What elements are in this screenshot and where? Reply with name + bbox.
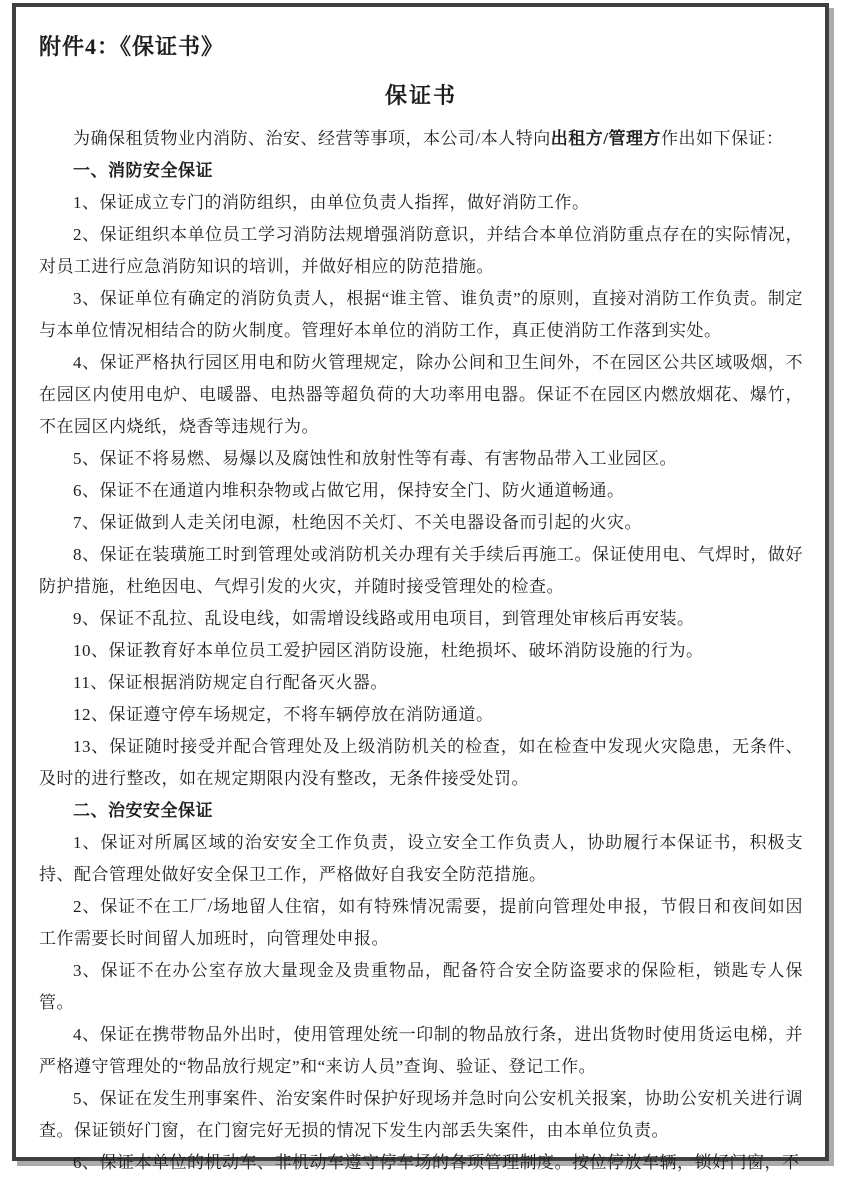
section-1-clause-7: 7、保证做到人走关闭电源，杜绝因不关灯、不关电器设备而引起的火灾。 xyxy=(73,513,642,532)
section-1-clause-8: 8、保证在装璜施工时到管理处或消防机关办理有关手续后再施工。保证使用电、气焊时，做好防护措施，杜绝因电、气焊引发的火灾，并随时接受管理处的检查。 xyxy=(39,545,803,596)
attachment-title: 附件4：《保证书》 xyxy=(39,34,225,59)
section-1-clause-5: 5、保证不将易燃、易爆以及腐蚀性和放射性等有毒、有害物品带入工业园区。 xyxy=(73,449,677,468)
section-1-clause-11: 11、保证根据消防规定自行配备灭火器。 xyxy=(73,673,388,692)
intro-text-before: 为确保租赁物业内消防、治安、经营等事项，本公司/本人特向 xyxy=(73,129,551,148)
section-1-clause-10: 10、保证教育好本单位员工爱护园区消防设施，杜绝损坏、破坏消防设施的行为。 xyxy=(73,641,704,660)
section-1-clause-9: 9、保证不乱拉、乱设电线，如需增设线路或用电项目，到管理处审核后再安装。 xyxy=(73,609,695,628)
intro-paragraph xyxy=(39,123,803,155)
section-1-clause-3: 3、保证单位有确定的消防负责人，根据“谁主管、谁负责”的原则，直接对消防工作负责。制定与本单位情况相结合的防火制度。管理好本单位的消防工作，真正使消防工作落到实处。 xyxy=(39,289,803,340)
section-1-clause-1: 1、保证成立专门的消防组织，由单位负责人指挥，做好消防工作。 xyxy=(73,193,590,212)
section-2-clause-6: 6、保证本单位的机动车、非机动车遵守停车场的各项管理制度。按位停放车辆，锁好门窗，不 xyxy=(73,1153,800,1172)
section-1-clause-4: 4、保证严格执行园区用电和防火管理规定，除办公间和卫生间外，不在园区公共区域吸烟，不在园区内使用电炉、电暖器、电热器等超负荷的大功率用电器。保证不在园区内燃放烟花、爆竹，不在园区内烧纸，烧香等违规行为。 xyxy=(39,353,803,436)
intro-text-after: 作出如下保证： xyxy=(660,129,784,148)
section-1-heading: 一、消防安全保证 xyxy=(73,161,213,180)
section-2-clause-1: 1、保证对所属区域的治安安全工作负责，设立安全工作负责人，协助履行本保证书，积极支持、配合管理处做好安全保卫工作，严格做好自我安全防范措施。 xyxy=(39,833,803,884)
section-2-clause-4: 4、保证在携带物品外出时，使用管理处统一印制的物品放行条，进出货物时使用货运电梯，并严格遵守管理处的“物品放行规定”和“来访人员”查询、验证、登记工作。 xyxy=(39,1025,803,1076)
section-1-clause-6: 6、保证不在通道内堆积杂物或占做它用，保持安全门、防火通道畅通。 xyxy=(73,481,625,500)
intro-emphasis: 出租方/管理方 xyxy=(550,129,661,148)
document-title: 保证书 xyxy=(384,83,457,108)
section-2-clause-5: 5、保证在发生刑事案件、治安案件时保护好现场并急时向公安机关报案，协助公安机关进行调查。保证锁好门窗，在门窗完好无损的情况下发生内部丢失案件，由本单位负责。 xyxy=(39,1089,803,1140)
document-body xyxy=(39,123,803,1179)
section-2-heading: 二、治安安全保证 xyxy=(73,801,213,820)
section-1-clause-12: 12、保证遵守停车场规定，不将车辆停放在消防通道。 xyxy=(73,705,494,724)
section-2-clause-3: 3、保证不在办公室存放大量现金及贵重物品，配备符合安全防盗要求的保险柜，锁匙专人保管。 xyxy=(39,961,803,1012)
document-content xyxy=(16,7,825,1179)
page-border-frame xyxy=(12,3,829,1172)
section-2-clause-2: 2、保证不在工厂/场地留人住宿，如有特殊情况需要，提前向管理处申报，节假日和夜间如因工作需要长时间留人加班时，向管理处申报。 xyxy=(39,897,803,948)
section-1-clause-13: 13、保证随时接受并配合管理处及上级消防机关的检查，如在检查中发现火灾隐患，无条件、及时的进行整改，如在规定期限内没有整改，无条件接受处罚。 xyxy=(39,737,803,788)
section-1-clause-2: 2、保证组织本单位员工学习消防法规增强消防意识，并结合本单位消防重点存在的实际情况，对员工进行应急消防知识的培训，并做好相应的防范措施。 xyxy=(39,225,803,276)
